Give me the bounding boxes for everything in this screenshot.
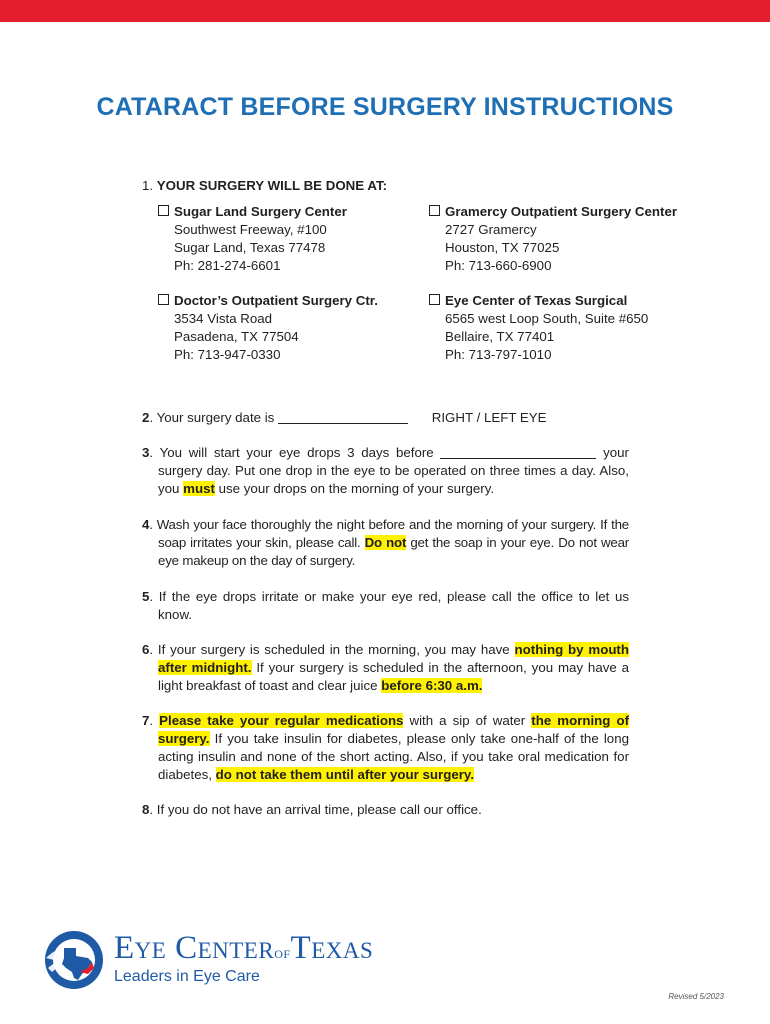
highlight-text: before 6:30 a.m. — [381, 678, 483, 693]
checkbox[interactable] — [158, 294, 169, 305]
eye-center-logo — [42, 928, 462, 993]
item-text: with a sip of water — [409, 713, 526, 728]
location-eye-center-surgical — [445, 292, 648, 364]
location-phone: Ph: 713-797-1010 — [445, 347, 552, 362]
checkbox[interactable] — [158, 205, 169, 216]
item-eye-drops-start: 3. You will start your eye drops 3 days before your surgery day. Put one drop in the eye to be operated on three times a day. Also, you must use your drops on the morning of your surgery. — [142, 445, 629, 496]
highlight-text: Do not — [364, 535, 407, 550]
item-fasting: 6. If your surgery is scheduled in the morning, you may have nothing by mouth after midnight. If your surgery is scheduled in the afternoon, you may have a light breakfast of toast and clear juice before 6:30 a.m. — [142, 642, 629, 693]
location-phone: Ph: 713-660-6900 — [445, 258, 552, 273]
logo-text-part: Texas — [290, 930, 374, 966]
location-address-line: Houston, TX 77025 — [445, 240, 560, 255]
location-doctors-outpatient — [174, 292, 378, 364]
highlight-text: Please take your regular medications — [159, 713, 404, 728]
logo-text-part: of — [274, 943, 291, 962]
location-address-line: Bellaire, TX 77401 — [445, 329, 555, 344]
item-text: If you take insulin for diabetes, please only take one-half of the long acting insulin and none of the short acting. Also, if you take oral medication for diabetes, — [158, 731, 629, 782]
highlight-text: the morning of surgery. — [158, 713, 630, 746]
highlight-text: must — [183, 481, 215, 496]
section1-heading: 1. YOUR SURGERY WILL BE DONE AT: — [142, 178, 388, 193]
days-blank-field[interactable] — [440, 446, 596, 459]
date-blank-field[interactable] — [278, 411, 408, 424]
item-number: 5 — [142, 589, 150, 604]
location-phone: Ph: 281-274-6601 — [174, 258, 281, 273]
eye-selection: RIGHT / LEFT EYE — [431, 410, 547, 425]
location-address-line: Sugar Land, Texas 77478 — [174, 240, 326, 255]
item-surgery-date: 2. Your surgery date is RIGHT / LEFT EYE — [142, 410, 547, 425]
logo-emblem-icon — [42, 928, 106, 992]
logo-tagline: Leaders in Eye Care — [114, 968, 260, 985]
item-text: Wash your face thoroughly the night before and the morning of your surgery. If the soap irritates your skin, please call. — [156, 517, 629, 550]
item-text: If the eye drops irritate or make your eye red, please call the office to let us know. — [158, 589, 629, 622]
highlight-text: nothing by mouth after midnight. — [158, 642, 629, 675]
item-text: If you do not have an arrival time, please call our office. — [156, 802, 482, 817]
item-text: If your surgery is scheduled in the morning, you may have — [157, 642, 510, 657]
location-name: Gramercy Outpatient Surgery Center — [445, 204, 678, 219]
location-address-line: 3534 Vista Road — [174, 311, 273, 326]
item-text: Your surgery date is — [156, 410, 275, 425]
item-drops-irritate: 5. If the eye drops irritate or make your eye red, please call the office to let us know. — [142, 589, 629, 622]
item-wash-face: 4. Wash your face thoroughly the night before and the morning of your surgery. If the soap irritates your skin, please call. Do not get the soap in your eye. Do not wear eye makeup on the day of surgery. — [142, 517, 630, 568]
location-gramercy — [445, 203, 677, 275]
item-text: get the soap in your eye. Do not wear eye makeup on the day of surgery. — [158, 535, 630, 568]
top-red-bar — [0, 0, 770, 22]
item-number: 7 — [142, 713, 150, 728]
logo-text-part: Eye Center — [114, 930, 275, 966]
location-sugar-land — [174, 203, 347, 275]
location-name: Sugar Land Surgery Center — [174, 204, 347, 219]
location-name: Doctor’s Outpatient Surgery Ctr. — [174, 293, 378, 308]
page-title: CATARACT BEFORE SURGERY INSTRUCTIONS — [96, 93, 674, 121]
highlight-text: do not take them until after your surgery. — [215, 767, 475, 782]
item-text: use your drops on the morning of your surgery. — [218, 481, 495, 496]
location-address-line: 6565 west Loop South, Suite #650 — [445, 311, 649, 326]
item-text: You will start your eye drops 3 days before — [159, 445, 434, 460]
location-name: Eye Center of Texas Surgical — [445, 293, 628, 308]
revised-date: Revised 5/2023 — [668, 992, 724, 1001]
item-arrival-time: 8. If you do not have an arrival time, please call our office. — [142, 802, 482, 817]
checkbox[interactable] — [429, 205, 440, 216]
item-number: 4 — [142, 517, 150, 532]
section1-heading-text: YOUR SURGERY WILL BE DONE AT: — [156, 178, 388, 193]
logo-wordmark — [114, 930, 373, 967]
checkbox[interactable] — [429, 294, 440, 305]
location-address-line: Southwest Freeway, #100 — [174, 222, 327, 237]
item-medications: 7. Please take your regular medications with a sip of water the morning of surgery. If you take insulin for diabetes, please only take one-half of the long acting insulin and none of the short acting. Also, if you take oral medication for diabetes, do not take them until after your surgery. — [142, 713, 630, 782]
item-text: If your surgery is scheduled in the afternoon, you may have a light breakfast of toast and clear juice — [158, 660, 629, 693]
location-address-line: Pasadena, TX 77504 — [174, 329, 299, 344]
location-address-line: 2727 Gramercy — [445, 222, 537, 237]
item-number: 2 — [142, 410, 150, 425]
item-number: 3 — [142, 445, 150, 460]
location-phone: Ph: 713-947-0330 — [174, 347, 281, 362]
section1-number: 1 — [142, 178, 150, 193]
item-text: your surgery day. Put one drop in the eye to be operated on three times a day. Also, you — [158, 445, 629, 496]
item-number: 6 — [142, 642, 150, 657]
item-number: 8 — [142, 802, 150, 817]
